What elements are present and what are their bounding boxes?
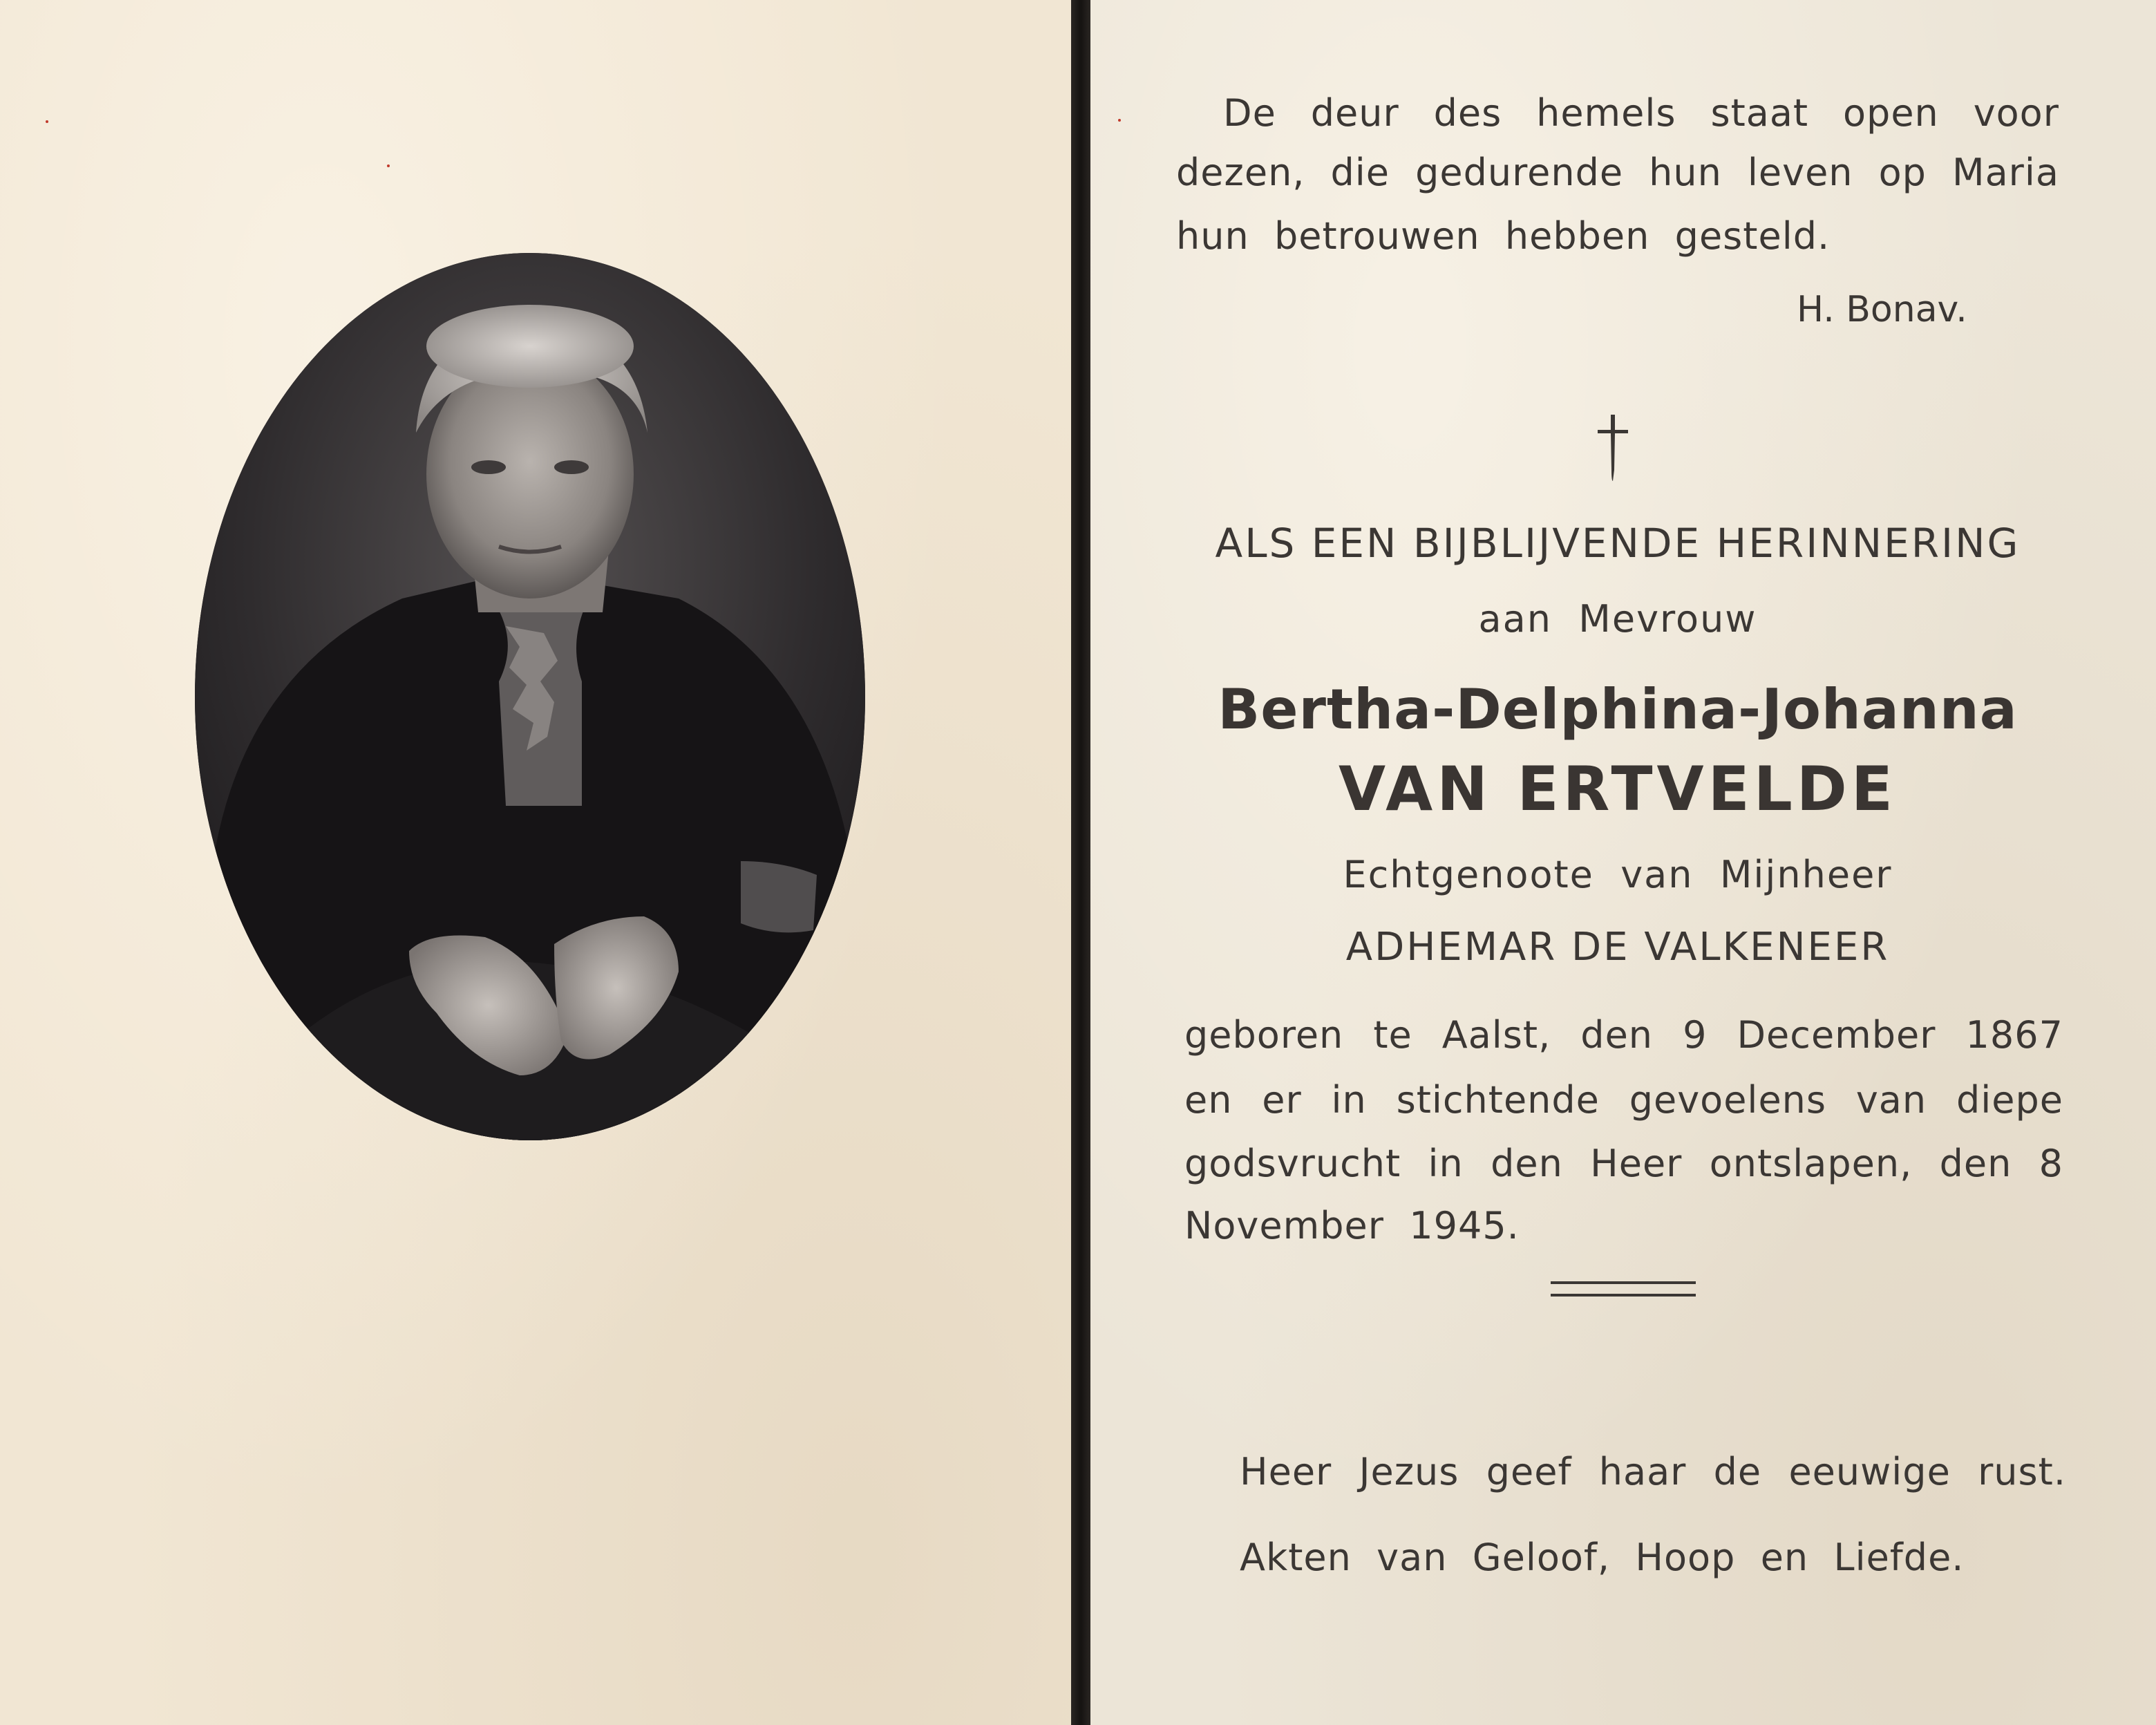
deceased-first-names: Bertha-Delphina-Johanna bbox=[1218, 677, 2018, 742]
motto-word: op bbox=[1878, 151, 1927, 194]
bio-word: 1867 bbox=[1965, 1013, 2063, 1057]
bio-word: diepe bbox=[1956, 1078, 2063, 1122]
prayer-word: geef bbox=[1486, 1450, 1572, 1493]
prayer-line-1 bbox=[1240, 1450, 2066, 1493]
prayer-word: rust. bbox=[1978, 1450, 2066, 1493]
motto-word: Maria bbox=[1951, 151, 2059, 194]
prayer-word: Jezus bbox=[1359, 1450, 1459, 1493]
motto-word: des bbox=[1433, 91, 1502, 135]
spouse-label: Echtgenoote van Mijnheer bbox=[1343, 853, 1893, 896]
bio-line-1 bbox=[1184, 1013, 2063, 1057]
motto-word: leven bbox=[1747, 151, 1853, 194]
bio-word: te bbox=[1373, 1013, 1412, 1057]
motto-word: hemels bbox=[1536, 91, 1676, 135]
prayer-word: Heer bbox=[1240, 1450, 1332, 1493]
motto-word: open bbox=[1843, 91, 1939, 135]
portrait-illustration bbox=[195, 253, 865, 1140]
bio-word: Aalst, bbox=[1441, 1013, 1551, 1057]
bio-word: godsvrucht bbox=[1184, 1142, 1401, 1185]
remembrance-heading: ALS EEN BIJBLIJVENDE HERINNERING bbox=[1215, 520, 2021, 567]
bio-word: in bbox=[1331, 1078, 1367, 1122]
bio-word: en bbox=[1184, 1078, 1233, 1122]
motto-line-1 bbox=[1223, 91, 2059, 135]
bio-word: Heer bbox=[1590, 1142, 1683, 1185]
paper-speck bbox=[46, 120, 48, 123]
motto-word: die bbox=[1330, 151, 1390, 194]
bio-line-2 bbox=[1184, 1078, 2063, 1122]
paper-speck bbox=[387, 164, 390, 167]
bio-word: van bbox=[1855, 1078, 1927, 1122]
bio-word: in bbox=[1428, 1142, 1464, 1185]
spouse-name: ADHEMAR DE VALKENEER bbox=[1345, 925, 1890, 970]
motto-word: hun bbox=[1649, 151, 1722, 194]
cross-icon bbox=[1592, 412, 1634, 484]
bio-word: er bbox=[1262, 1078, 1302, 1122]
bio-word: den bbox=[1491, 1142, 1563, 1185]
bio-word: 8 bbox=[2039, 1142, 2063, 1185]
deceased-surname: VAN ERTVELDE bbox=[1339, 753, 1897, 824]
motto-author: H. Bonav. bbox=[1797, 289, 1967, 330]
double-rule-divider bbox=[1551, 1281, 1696, 1299]
motto-line-2 bbox=[1176, 151, 2059, 194]
prayer-word: de bbox=[1713, 1450, 1762, 1493]
motto-word: voor bbox=[1973, 91, 2059, 135]
bio-word: 9 bbox=[1683, 1013, 1708, 1057]
bio-word: December bbox=[1737, 1013, 1936, 1057]
bio-line-4: November 1945. bbox=[1184, 1204, 1520, 1247]
bio-line-3 bbox=[1184, 1142, 2063, 1185]
remembrance-to: aan Mevrouw bbox=[1478, 597, 1757, 641]
motto-word: staat bbox=[1710, 91, 1809, 135]
motto-line-3: hun betrouwen hebben gesteld. bbox=[1176, 214, 1831, 258]
portrait-photo bbox=[195, 253, 865, 1140]
rule-line bbox=[1551, 1294, 1696, 1297]
bio-word: den bbox=[1580, 1013, 1654, 1057]
prayer-word: eeuwige bbox=[1788, 1450, 1951, 1493]
motto-word: dezen, bbox=[1176, 151, 1305, 194]
motto-word: De bbox=[1223, 91, 1276, 135]
prayer-word: haar bbox=[1598, 1450, 1687, 1493]
bio-word: den bbox=[1939, 1142, 2012, 1185]
bio-word: gevoelens bbox=[1629, 1078, 1827, 1122]
bio-word: stichtende bbox=[1396, 1078, 1600, 1122]
bio-word: geboren bbox=[1184, 1013, 1344, 1057]
card-left-panel bbox=[0, 0, 1071, 1725]
bio-word: ontslapen, bbox=[1709, 1142, 1913, 1185]
prayer-line-2: Akten van Geloof, Hoop en Liefde. bbox=[1240, 1536, 1965, 1579]
rule-line bbox=[1551, 1281, 1696, 1284]
card-divider bbox=[1071, 0, 1090, 1725]
motto-word: gedurende bbox=[1415, 151, 1624, 194]
paper-speck bbox=[1118, 119, 1121, 122]
motto-word: deur bbox=[1310, 91, 1399, 135]
